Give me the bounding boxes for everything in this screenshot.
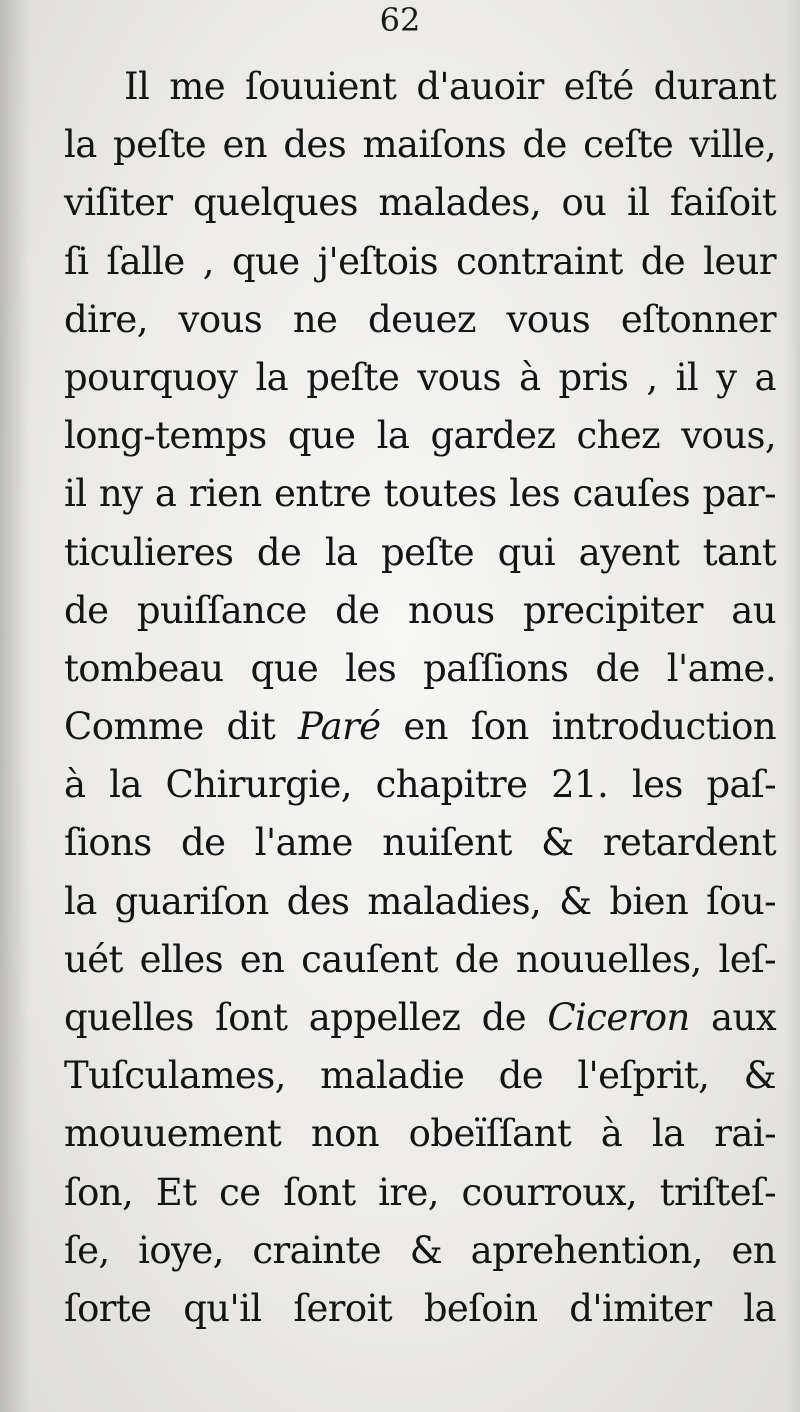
text-line: ſi ſalle , que j'eſtois contraint de leur — [64, 239, 776, 283]
page-number: 62 — [379, 1, 421, 39]
text-line: dire, vous ne deuez vous eſtonner — [64, 297, 776, 341]
author-name-pare: Paré — [298, 705, 381, 749]
text-line — [64, 989, 776, 1047]
text-line: mouuement non obeïſſant à la rai- — [64, 1112, 776, 1156]
text-line: ſions de l'ame nuiſent & retardent — [64, 821, 776, 865]
text-line: uét elles en cauſent de nouuelles, leſ- — [64, 937, 776, 981]
text-segment: aux — [689, 996, 776, 1039]
text-line: la guariſon des maladies, & bien ſou- — [64, 879, 776, 923]
text-segment: quelles ſont appellez de — [64, 996, 548, 1039]
text-line: long-temps que la gardez chez vous, — [64, 414, 776, 458]
text-line: Il me ſouuient d'auoir eſté durant — [124, 65, 776, 108]
text-line: viſiter quelques malades, ou il faiſoit — [64, 181, 776, 225]
text-line: il ny a rien entre toutes les cauſes par- — [64, 472, 776, 516]
text-line: la peſte en des maiſons de ceſte ville, — [64, 123, 776, 167]
text-line: de puiſſance de nous precipiter au — [64, 588, 776, 632]
text-line: tombeau que les paſſions de l'ame. — [64, 646, 776, 690]
text-line — [64, 698, 776, 756]
text-segment: en ſon introduction — [380, 705, 776, 749]
text-line: ſe, ioye, crainte & aprehention, en — [64, 1228, 776, 1272]
text-line: Tuſculames, maladie de l'eſprit, & — [64, 1054, 776, 1098]
text-line: ticulieres de la peſte qui ayent tant — [64, 530, 776, 574]
bleed-through-shadow — [170, 1322, 730, 1402]
author-name-ciceron: Ciceron — [547, 996, 690, 1039]
body-text — [64, 58, 776, 1338]
text-line: ſorte qu'il ſeroit beſoin d'imiter la — [64, 1286, 776, 1330]
text-line: à la Chirurgie, chapitre 21. les paſ- — [64, 763, 776, 807]
text-segment: Comme dit — [64, 705, 298, 749]
text-line: pourquoy la peſte vous à pris , il y a — [64, 355, 776, 399]
text-line: ſon, Et ce ſont ire, courroux, triſteſ- — [64, 1170, 776, 1214]
